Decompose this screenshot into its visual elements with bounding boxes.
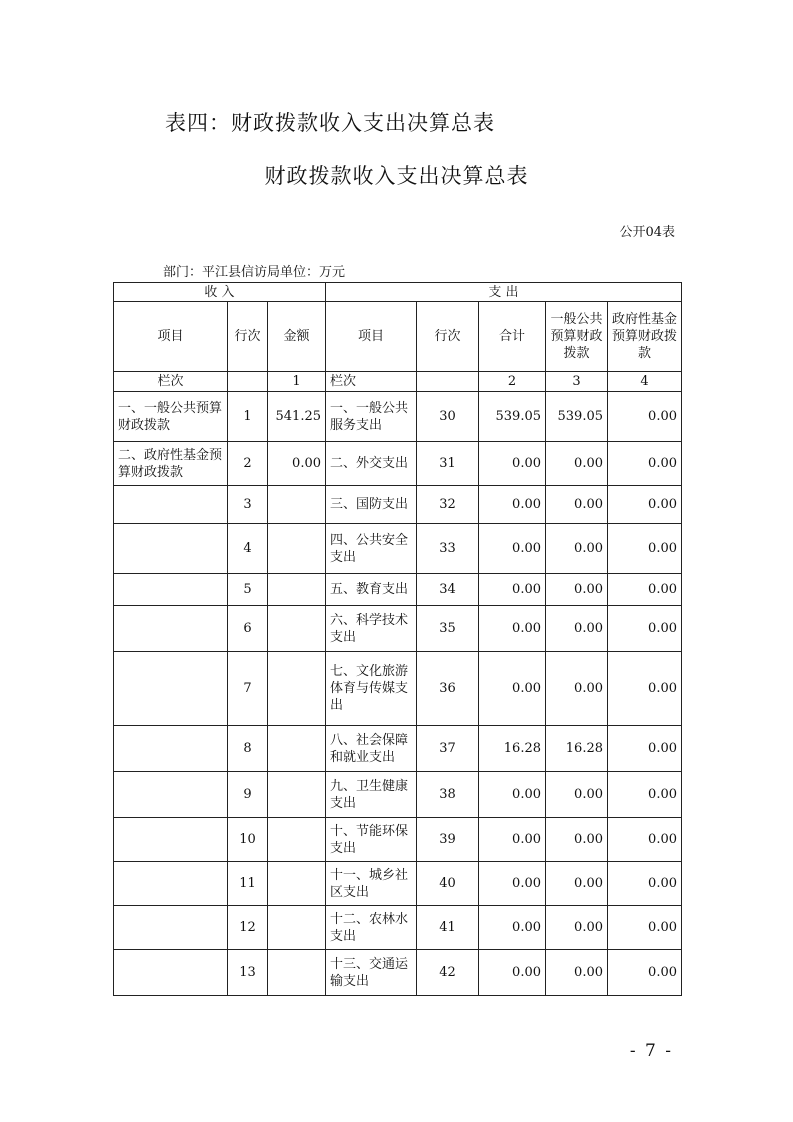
expense-item-cell: 五、教育支出 xyxy=(326,574,417,606)
table-row xyxy=(114,950,682,996)
income-item-cell xyxy=(114,726,228,772)
table-row xyxy=(114,442,682,486)
income-item-cell xyxy=(114,574,228,606)
income-line-cell: 3 xyxy=(228,486,268,524)
general-budget-cell: 0.00 xyxy=(546,772,608,818)
expense-line-cell: 42 xyxy=(417,950,479,996)
general-budget-cell: 0.00 xyxy=(546,950,608,996)
header-general-budget: 一般公共预算财政拨款 xyxy=(546,302,608,372)
expense-item-cell: 九、卫生健康支出 xyxy=(326,772,417,818)
general-budget-cell: 0.00 xyxy=(546,574,608,606)
expense-item-cell: 十、节能环保支出 xyxy=(326,818,417,862)
expense-line-cell: 36 xyxy=(417,652,479,726)
income-line-cell: 5 xyxy=(228,574,268,606)
income-line-cell: 1 xyxy=(228,392,268,442)
fund-budget-cell: 0.00 xyxy=(608,442,682,486)
fund-budget-cell: 0.00 xyxy=(608,574,682,606)
income-item-cell: 一、一般公共预算财政拨款 xyxy=(114,392,228,442)
table-row xyxy=(114,606,682,652)
income-amount-cell xyxy=(268,726,326,772)
income-item-cell xyxy=(114,652,228,726)
general-budget-cell: 539.05 xyxy=(546,392,608,442)
general-budget-cell: 0.00 xyxy=(546,906,608,950)
col-index-amount: 1 xyxy=(268,372,326,392)
fund-budget-cell: 0.00 xyxy=(608,486,682,524)
header-fund-budget: 政府性基金预算财政拨款 xyxy=(608,302,682,372)
income-line-cell: 12 xyxy=(228,906,268,950)
table-row xyxy=(114,772,682,818)
total-cell: 0.00 xyxy=(479,606,546,652)
expense-item-cell: 四、公共安全支出 xyxy=(326,524,417,574)
income-group-header: 收 入 xyxy=(114,283,326,302)
income-line-cell: 13 xyxy=(228,950,268,996)
total-cell: 0.00 xyxy=(479,818,546,862)
expense-item-cell: 八、社会保障和就业支出 xyxy=(326,726,417,772)
income-item-cell xyxy=(114,524,228,574)
total-cell: 0.00 xyxy=(479,486,546,524)
expense-line-cell: 32 xyxy=(417,486,479,524)
col-label-empty xyxy=(228,372,268,392)
header-expense-line: 行次 xyxy=(417,302,479,372)
table-row xyxy=(114,906,682,950)
income-amount-cell xyxy=(268,652,326,726)
form-code: 公开04表 xyxy=(619,225,675,240)
expense-line-cell: 35 xyxy=(417,606,479,652)
expense-line-cell: 39 xyxy=(417,818,479,862)
income-amount-cell: 541.25 xyxy=(268,392,326,442)
total-cell: 0.00 xyxy=(479,524,546,574)
total-cell: 0.00 xyxy=(479,862,546,906)
fund-budget-cell: 0.00 xyxy=(608,818,682,862)
income-line-cell: 2 xyxy=(228,442,268,486)
fund-budget-cell: 0.00 xyxy=(608,772,682,818)
general-budget-cell: 0.00 xyxy=(546,862,608,906)
income-item-cell xyxy=(114,818,228,862)
table-row xyxy=(114,524,682,574)
general-budget-cell: 0.00 xyxy=(546,652,608,726)
income-item-cell xyxy=(114,906,228,950)
document-title: 财政拨款收入支出决算总表 xyxy=(264,164,529,188)
total-cell: 0.00 xyxy=(479,652,546,726)
income-item-cell xyxy=(114,772,228,818)
income-amount-cell xyxy=(268,574,326,606)
expense-item-cell: 六、科学技术支出 xyxy=(326,606,417,652)
general-budget-cell: 0.00 xyxy=(546,818,608,862)
expense-line-cell: 41 xyxy=(417,906,479,950)
general-budget-cell: 0.00 xyxy=(546,606,608,652)
expense-item-cell: 一、一般公共服务支出 xyxy=(326,392,417,442)
income-line-cell: 10 xyxy=(228,818,268,862)
fund-budget-cell: 0.00 xyxy=(608,524,682,574)
table-row xyxy=(114,652,682,726)
income-amount-cell xyxy=(268,950,326,996)
col-index-general: 3 xyxy=(546,372,608,392)
expense-group-header: 支 出 xyxy=(326,283,682,302)
general-budget-cell: 0.00 xyxy=(546,486,608,524)
table-row xyxy=(114,574,682,606)
table-row xyxy=(114,486,682,524)
total-cell: 0.00 xyxy=(479,772,546,818)
income-item-cell xyxy=(114,862,228,906)
header-expense-item: 项目 xyxy=(326,302,417,372)
page-number: - 7 - xyxy=(629,1041,673,1061)
income-item-cell: 二、政府性基金预算财政拨款 xyxy=(114,442,228,486)
income-amount-cell: 0.00 xyxy=(268,442,326,486)
income-amount-cell xyxy=(268,906,326,950)
col-index-total: 2 xyxy=(479,372,546,392)
total-cell: 16.28 xyxy=(479,726,546,772)
section-heading: 表四：财政拨款收入支出决算总表 xyxy=(165,111,495,135)
income-line-cell: 8 xyxy=(228,726,268,772)
income-amount-cell xyxy=(268,772,326,818)
table-row xyxy=(114,818,682,862)
fund-budget-cell: 0.00 xyxy=(608,726,682,772)
expense-line-cell: 38 xyxy=(417,772,479,818)
general-budget-cell: 16.28 xyxy=(546,726,608,772)
header-income-item: 项目 xyxy=(114,302,228,372)
income-line-cell: 9 xyxy=(228,772,268,818)
income-line-cell: 7 xyxy=(228,652,268,726)
expense-line-cell: 34 xyxy=(417,574,479,606)
expense-item-cell: 十二、农林水支出 xyxy=(326,906,417,950)
fund-budget-cell: 0.00 xyxy=(608,606,682,652)
col-index-fund: 4 xyxy=(608,372,682,392)
income-item-cell xyxy=(114,950,228,996)
income-item-cell xyxy=(114,486,228,524)
table-row xyxy=(114,862,682,906)
income-amount-cell xyxy=(268,862,326,906)
income-amount-cell xyxy=(268,486,326,524)
total-cell: 0.00 xyxy=(479,442,546,486)
col-label-income: 栏次 xyxy=(114,372,228,392)
header-total: 合计 xyxy=(479,302,546,372)
fund-budget-cell: 0.00 xyxy=(608,652,682,726)
expense-line-cell: 30 xyxy=(417,392,479,442)
income-amount-cell xyxy=(268,606,326,652)
total-cell: 0.00 xyxy=(479,906,546,950)
income-amount-cell xyxy=(268,818,326,862)
expense-item-cell: 七、文化旅游体育与传媒支出 xyxy=(326,652,417,726)
expense-item-cell: 十三、交通运输支出 xyxy=(326,950,417,996)
fund-budget-cell: 0.00 xyxy=(608,950,682,996)
total-cell: 0.00 xyxy=(479,950,546,996)
header-income-line: 行次 xyxy=(228,302,268,372)
general-budget-cell: 0.00 xyxy=(546,524,608,574)
total-cell: 539.05 xyxy=(479,392,546,442)
income-item-cell xyxy=(114,606,228,652)
fund-budget-cell: 0.00 xyxy=(608,906,682,950)
income-amount-cell xyxy=(268,524,326,574)
expense-item-cell: 三、国防支出 xyxy=(326,486,417,524)
expense-line-cell: 33 xyxy=(417,524,479,574)
table-row xyxy=(114,726,682,772)
department-unit-line: 部门：平江县信访局单位：万元 xyxy=(163,265,346,280)
expense-line-cell: 40 xyxy=(417,862,479,906)
income-line-cell: 11 xyxy=(228,862,268,906)
fund-budget-cell: 0.00 xyxy=(608,862,682,906)
expense-item-cell: 十一、城乡社区支出 xyxy=(326,862,417,906)
expense-line-cell: 37 xyxy=(417,726,479,772)
col-label-empty xyxy=(417,372,479,392)
fund-budget-cell: 0.00 xyxy=(608,392,682,442)
total-cell: 0.00 xyxy=(479,574,546,606)
table-row xyxy=(114,392,682,442)
expense-line-cell: 31 xyxy=(417,442,479,486)
col-label-expense: 栏次 xyxy=(326,372,417,392)
budget-table xyxy=(113,282,682,996)
expense-item-cell: 二、外交支出 xyxy=(326,442,417,486)
general-budget-cell: 0.00 xyxy=(546,442,608,486)
header-income-amount: 金额 xyxy=(268,302,326,372)
income-line-cell: 4 xyxy=(228,524,268,574)
income-line-cell: 6 xyxy=(228,606,268,652)
